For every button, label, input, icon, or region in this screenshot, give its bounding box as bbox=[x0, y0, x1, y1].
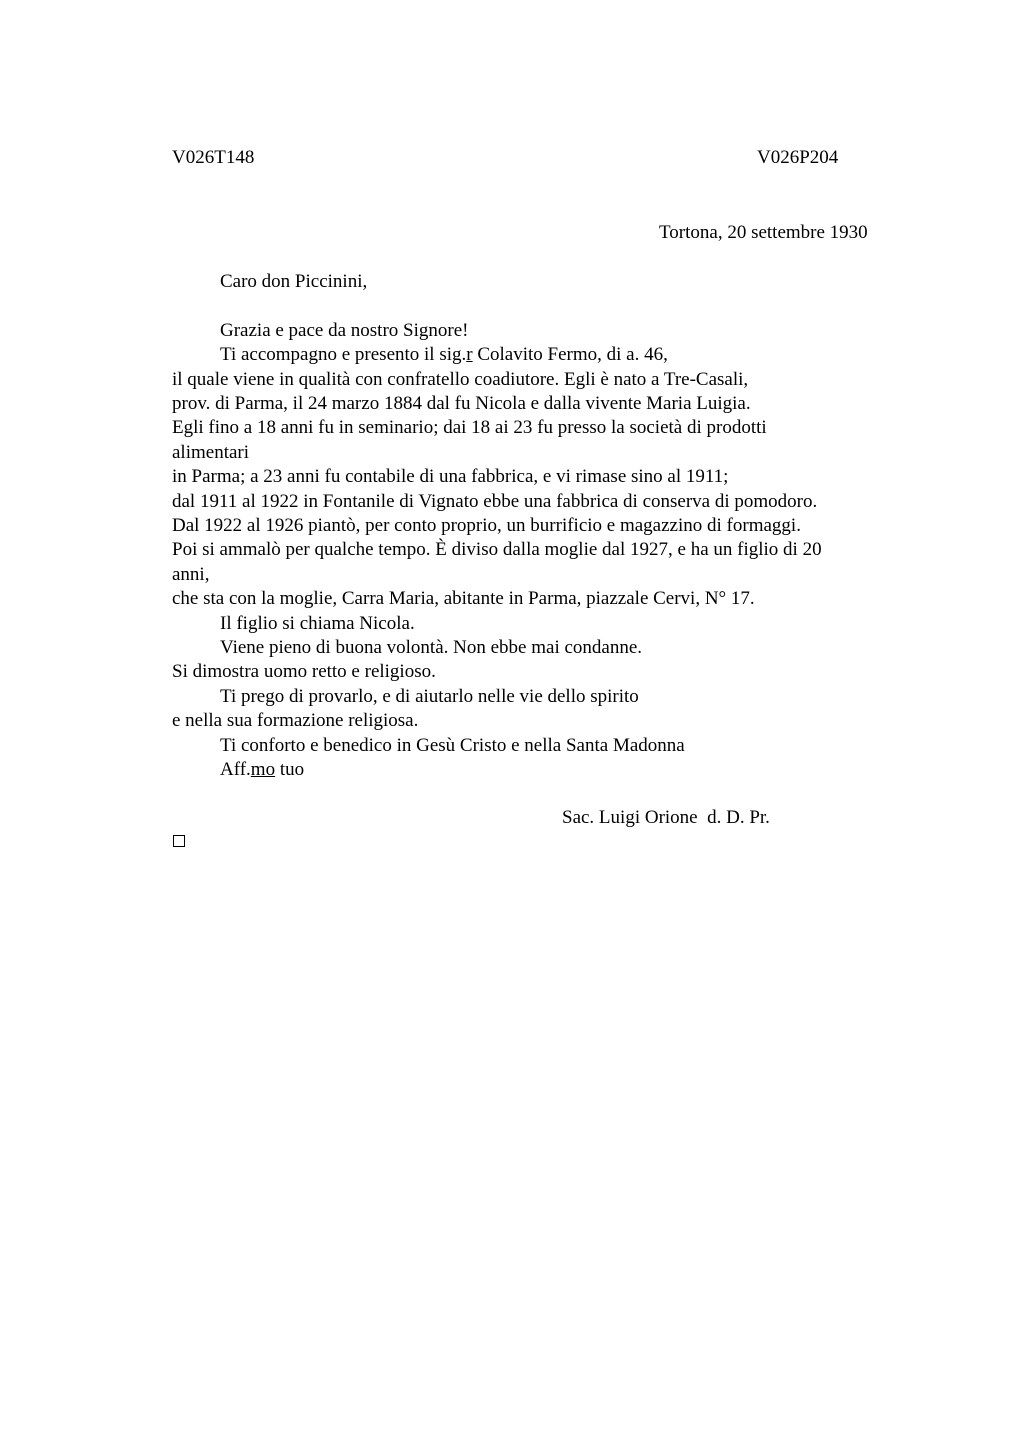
upright-line: Si dimostra uomo retto e religioso. bbox=[172, 661, 436, 683]
salutation: Caro don Piccinini, bbox=[220, 271, 368, 292]
request-line-continued: e nella sua formazione religiosa. bbox=[172, 710, 419, 732]
closing-text-before: Aff. bbox=[220, 759, 251, 781]
body-line: il quale viene in qualità con confratello coadiutore. Egli è nato a Tre-Casali, bbox=[172, 368, 749, 390]
closing-text-after: tuo bbox=[275, 759, 305, 781]
end-of-document-box-icon bbox=[173, 835, 185, 847]
body-line: Dal 1922 al 1926 piantò, per conto proprio, un burrificio e magazzino di formaggi. bbox=[172, 515, 801, 537]
body-line: Poi si ammalò per qualche tempo. È diviso dalla moglie dal 1927, e ha un figlio di 20 bbox=[172, 539, 822, 561]
signature: Sac. Luigi Orione d. D. Pr. bbox=[562, 807, 770, 828]
paragraph-gap bbox=[172, 294, 892, 318]
intro-abbreviation-suffix: r bbox=[466, 344, 473, 366]
body-line: che sta con la moglie, Carra Maria, abitante in Parma, piazzale Cervi, N° 17. bbox=[172, 588, 755, 610]
body-line: Egli fino a 18 anni fu in seminario; dai 18 ai 23 fu presso la società di prodotti bbox=[172, 417, 767, 439]
document-code-right: V026P204 bbox=[757, 147, 839, 168]
body-line: anni, bbox=[172, 563, 210, 585]
blessing-line: Ti conforto e benedico in Gesù Cristo e nella Santa Madonna bbox=[220, 734, 685, 756]
body-line: prov. di Parma, il 24 marzo 1884 dal fu Nicola e dalla vivente Maria Luigia. bbox=[172, 393, 751, 415]
letter-body bbox=[172, 270, 892, 783]
body-line: in Parma; a 23 anni fu contabile di una fabbrica, e vi rimase sino al 1911; bbox=[172, 466, 729, 488]
son-line: Il figlio si chiama Nicola. bbox=[220, 612, 415, 634]
intro-text-after: Colavito Fermo, di a. 46, bbox=[472, 344, 668, 366]
request-line: Ti prego di provarlo, e di aiutarlo nelle vie dello spirito bbox=[220, 685, 639, 707]
body-line: alimentari bbox=[172, 441, 250, 463]
body-line: dal 1911 al 1922 in Fontanile di Vignato ebbe una fabbrica di conserva di pomodoro. bbox=[172, 490, 818, 512]
closing-abbreviation-suffix: mo bbox=[250, 759, 276, 781]
document-code-left: V026T148 bbox=[172, 147, 255, 168]
date-line: Tortona, 20 settembre 1930 bbox=[659, 222, 868, 243]
closing-line bbox=[172, 758, 892, 782]
goodwill-line: Viene pieno di buona volontà. Non ebbe mai condanne. bbox=[220, 637, 643, 659]
greeting: Grazia e pace da nostro Signore! bbox=[220, 319, 469, 341]
intro-line bbox=[172, 343, 892, 367]
intro-text-before: Ti accompagno e presento il sig. bbox=[220, 344, 467, 366]
